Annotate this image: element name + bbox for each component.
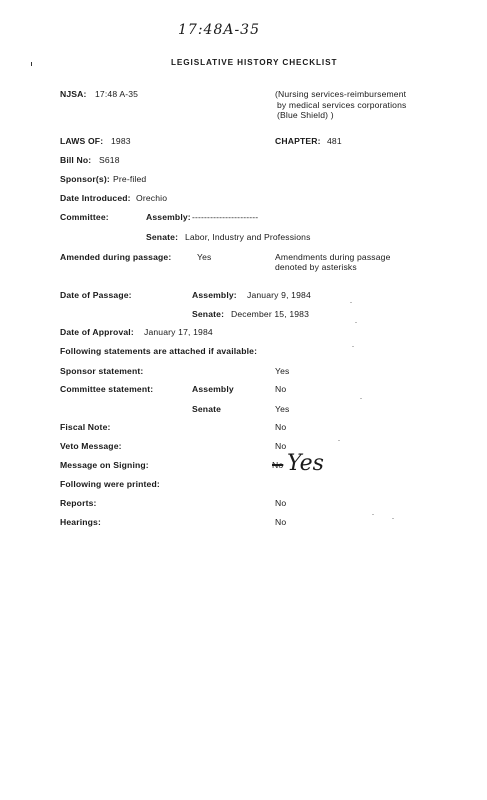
scan-speck [352,346,354,347]
chapter-value: 481 [327,136,342,146]
reports-value: No [275,498,287,508]
sponsor-statement-label: Sponsor statement: [60,366,144,376]
approval-value: January 17, 1984 [144,327,213,337]
committee-senate-value: Labor, Industry and Professions [185,232,311,242]
njsa-label: NJSA: [60,89,87,99]
fiscal-note-label: Fiscal Note: [60,422,111,432]
message-on-signing-value-struck: No [272,460,284,470]
passage-assembly-label: Assembly: [192,290,237,300]
date-introduced-value: Orechio [136,193,168,203]
sponsors-label: Sponsor(s): [60,174,110,184]
passage-assembly-value: January 9, 1984 [247,290,311,300]
committee-statement-label: Committee statement: [60,384,154,394]
handwritten-yes: Yes [287,451,324,476]
sponsors-value: Pre-filed [113,174,147,184]
scan-speck [392,518,394,519]
scan-mark [31,62,32,66]
committee-statement-senate-value: Yes [275,404,290,414]
date-introduced-label: Date Introduced: [60,193,131,203]
laws-value: 1983 [111,136,131,146]
page-title: LEGISLATIVE HISTORY CHECKLIST [171,58,338,67]
veto-message-label: Veto Message: [60,441,122,451]
amended-value: Yes [197,252,212,262]
laws-label: LAWS OF: [60,136,104,146]
approval-label: Date of Approval: [60,327,134,337]
hearings-value: No [275,517,287,527]
veto-message-value: No [275,441,287,451]
committee-senate-label: Senate: [146,232,179,242]
committee-statement-assembly-label: Assembly [192,384,234,394]
scan-speck [372,514,374,515]
scan-speck [350,302,352,303]
scan-speck [360,398,362,399]
scan-speck [338,440,340,441]
fiscal-note-value: No [275,422,287,432]
passage-senate-value: December 15, 1983 [231,309,310,319]
amended-label: Amended during passage: [60,252,172,262]
sponsor-statement-value: Yes [275,366,290,376]
message-on-signing-label: Message on Signing: [60,460,149,470]
reports-label: Reports: [60,498,97,508]
bill-value: S618 [99,155,120,165]
njsa-description-line-1: (Nursing services-reimbursement [275,89,407,99]
committee-assembly-label: Assembly: [146,212,191,222]
passage-senate-label: Senate: [192,309,225,319]
committee-statement-assembly-value: No [275,384,287,394]
committee-label: Committee: [60,212,109,222]
chapter-label: CHAPTER: [275,136,321,146]
njsa-value: 17:48 A-35 [95,89,139,99]
handwritten-code: 17:48A-35 [178,22,261,38]
bill-label: Bill No: [60,155,92,165]
passage-label: Date of Passage: [60,290,132,300]
committee-assembly-value: ---------------------- [192,212,259,222]
amended-note-line-2: denoted by asterisks [275,262,357,272]
printed-header: Following were printed: [60,479,160,489]
scan-speck [355,322,357,323]
njsa-description-line-2: by medical services corporations [277,100,407,110]
hearings-label: Hearings: [60,517,101,527]
attached-header: Following statements are attached if available: [60,346,258,356]
njsa-description-line-3: (Blue Shield) ) [277,110,334,120]
amended-note-line-1: Amendments during passage [275,252,391,262]
committee-statement-senate-label: Senate [192,404,222,414]
